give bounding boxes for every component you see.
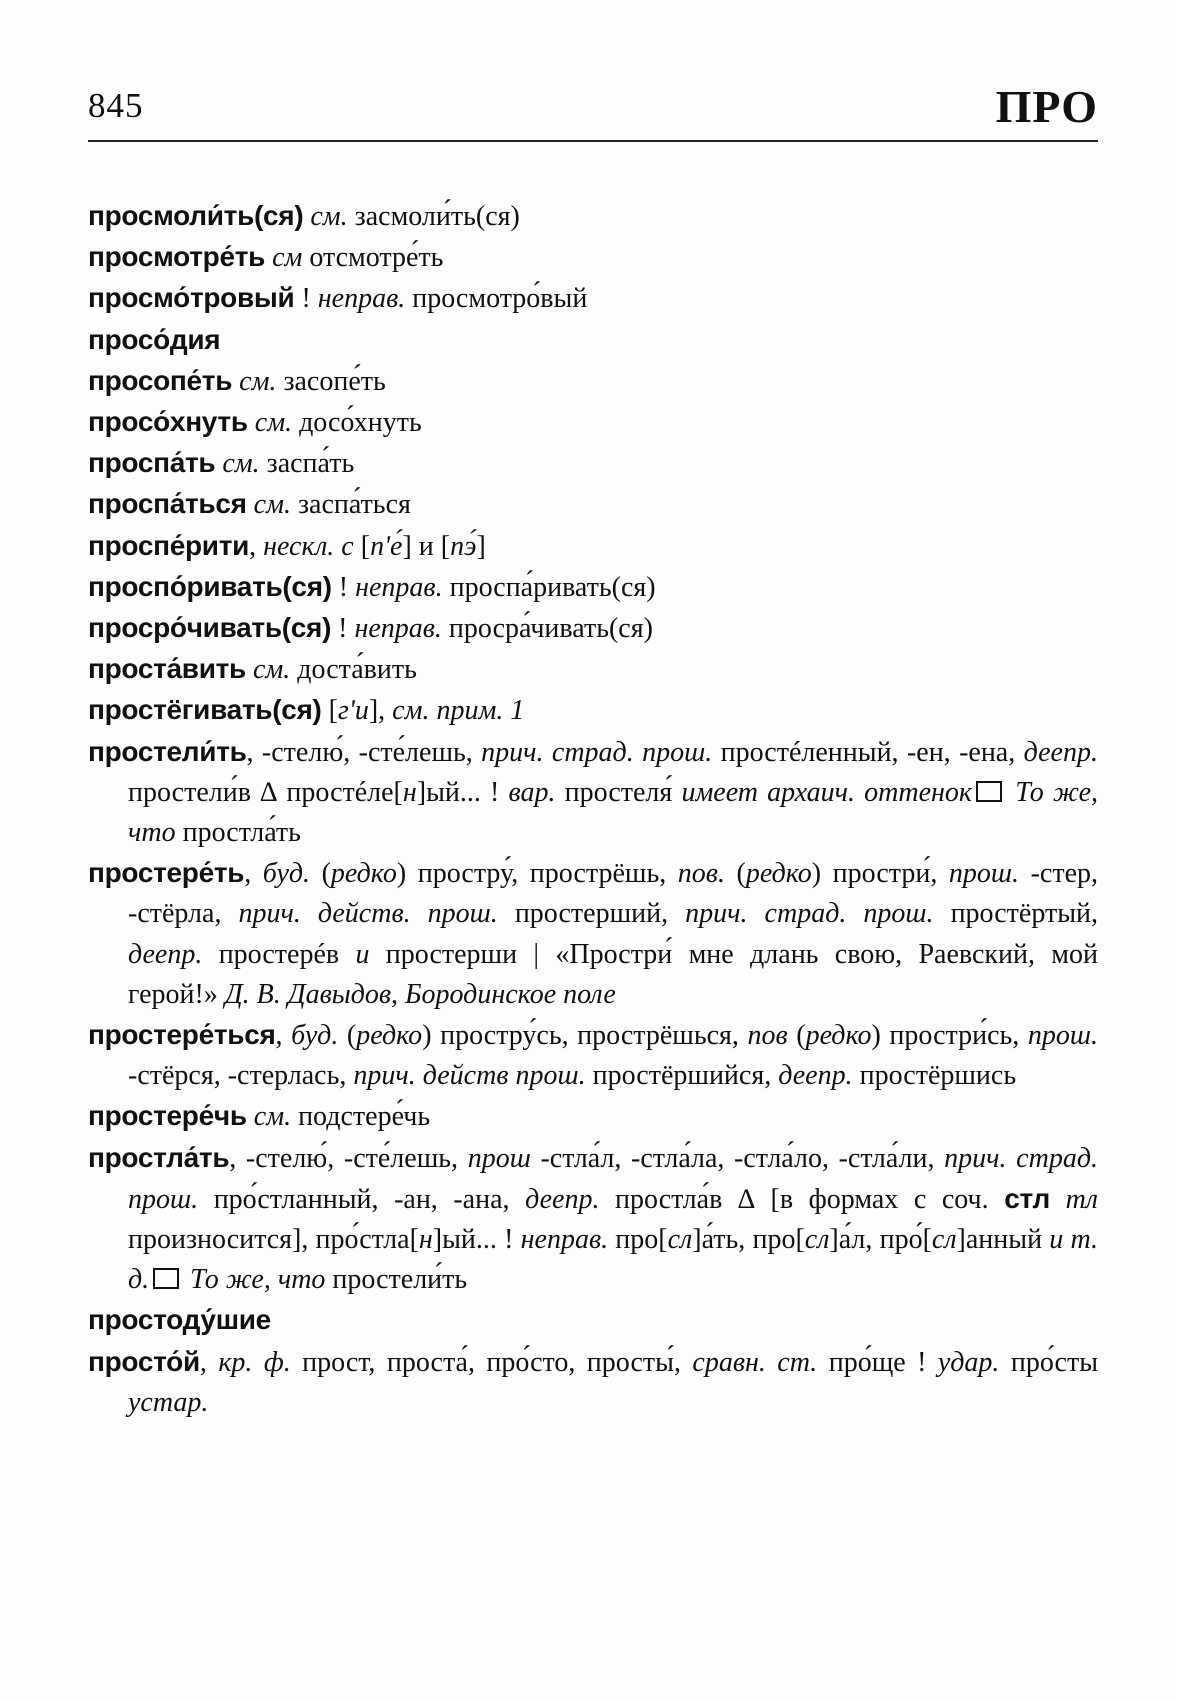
entry-text: ! [294,283,318,315]
entry-text: -стер, -стёрла, [128,858,1099,930]
grammar-label: н [418,1224,433,1256]
grammar-label: и [355,938,370,970]
entry-text: про́стланный, -ан, -ана, [198,1183,526,1215]
entry-text: -стла́л, -стла́ла, -стла́ло, -стла́ли, [530,1142,945,1174]
grammar-label: имеет архаич. оттенок [681,776,973,808]
dictionary-entry [88,690,1098,731]
entry-text: просмотро́вый [405,283,588,315]
entry-text: просра́чивать(ся) [441,613,653,645]
dictionary-entry [88,1342,1098,1423]
entry-text: проспа́ривать(ся) [442,571,656,603]
grammar-label: прич. действ прош. [353,1060,586,1092]
grammar-label: деепр. [1023,736,1098,768]
grammar-label: прич. страд. прош. [481,736,713,768]
headword: просмо́тровый [88,282,295,314]
dictionary-entry [88,1015,1098,1096]
headword: простёгивать(ся) [88,694,322,726]
grammar-label: неправ. [355,571,443,603]
entry-text: ) простри́, [811,858,949,890]
grammar-label: см [272,242,303,274]
headword: простоду́шие [88,1304,271,1336]
grammar-label: кр. ф. [218,1346,291,1378]
entry-text: ( [787,1020,806,1052]
entry-text: простёртый, [933,898,1098,930]
entry-text: , [244,858,263,890]
entry-text: произносится], про́стла[ [128,1224,419,1256]
grammar-label: прич. действ. прош. [238,898,498,930]
headword: простере́ть [88,857,245,889]
entry-text: ) простри́сь, [871,1020,1028,1052]
grammar-label: прич. страд. прош. [685,898,934,930]
headword: просто́й [88,1345,200,1377]
grammar-label: прош [467,1142,531,1174]
grammar-label: прош. [1027,1020,1099,1052]
entry-text: ! [331,571,356,603]
grammar-label: н [402,776,417,808]
dictionary-entry [88,649,1098,690]
entry-text: про́сты [999,1346,1099,1378]
headword: простере́ться [88,1019,276,1051]
page-number: 845 [88,86,144,125]
grammar-label: сл [804,1224,830,1256]
entry-text: отсмотре́ть [302,242,444,274]
entry-text: простла́ть [175,817,301,849]
dictionary-entry [88,732,1098,854]
entry-text: , [199,1346,219,1378]
headword: простере́чь [88,1100,247,1132]
grammar-label: и т. д. [128,1224,1098,1296]
entry-text: заспа́ться [290,489,411,521]
headword: просмотре́ть [88,241,266,273]
entry-text: ] и [ [402,530,451,562]
dictionary-entry [88,608,1098,649]
entry-text: ]анный [956,1224,1050,1256]
entry-text: , -стелю́, -сте́лешь, [229,1142,468,1174]
headword: просо́дия [88,323,221,355]
grammar-label: см. [253,489,291,521]
entry-text: простерéв [202,938,356,970]
grammar-label: см. [310,201,348,232]
grammar-label: То же, что [190,1264,326,1296]
entry-text: ]а́ть, про[ [692,1224,805,1256]
grammar-label: буд. [262,858,311,890]
entry-text: простерший, [497,898,686,930]
grammar-label: см. [253,1101,292,1133]
dictionary-entries [88,196,1098,1423]
grammar-label: сл [667,1224,693,1256]
entry-text: подстере́чь [291,1101,431,1133]
grammar-label: удар. [937,1346,1000,1378]
dictionary-entry [88,196,1098,237]
entry-text [1050,1184,1066,1215]
grammar-label: сл [931,1224,957,1256]
dictionary-entry [88,526,1098,567]
dictionary-entry [88,853,1098,1015]
grammar-label: неправ. [520,1224,609,1256]
entry-text: ) простру́сь, прострёшься, [422,1020,748,1052]
grammar-label: пов [747,1020,788,1052]
grammar-label: нескл. с [263,530,354,562]
grammar-label: деепр. [778,1060,853,1092]
headword: простла́ть [88,1141,230,1173]
dictionary-entry [88,567,1098,608]
grammar-label: деепр. [128,938,203,970]
headword: проспе́рити [88,529,250,561]
headword: просо́хнуть [88,406,248,438]
entry-text: ]ый... ! [416,776,509,808]
dictionary-entry [88,1138,1098,1301]
entry-text: про́ще ! [817,1346,938,1378]
entry-text: [ [353,530,371,562]
entry-text: заспа́ть [259,448,355,480]
grammar-label: пэ́ [450,530,477,562]
square-symbol-icon [976,781,1002,802]
headword: проста́вить [88,653,246,685]
grammar-label: устар. [128,1386,209,1418]
dictionary-entry [88,402,1098,443]
entry-text: [ [321,695,338,727]
entry-text: простели́ть [325,1264,468,1296]
grammar-label: см. [239,365,277,397]
grammar-label: пʹе́ [370,530,403,562]
dictionary-entry [88,443,1098,484]
grammar-label: буд. [291,1020,339,1052]
entry-text: ]ый... ! [432,1224,521,1256]
entry-text [247,1101,254,1132]
dictionary-entry [88,1096,1098,1137]
grammar-label: тл [1065,1183,1099,1215]
entry-text: ( [724,858,746,890]
grammar-label: редко [805,1020,872,1052]
grammar-label: То же, что [128,776,1099,849]
entry-text [248,407,255,438]
entry-text: -стёрся, -стерлась, [128,1060,354,1092]
entry-text: простели́в ∆ простéле[ [128,776,403,808]
grammar-label: неправ. [317,283,406,315]
headword: проспо́ривать(ся) [88,570,332,602]
entry-text: ], [368,695,393,727]
dictionary-entry [88,237,1098,278]
entry-text [247,489,254,520]
grammar-label: см. [254,407,293,439]
grammar-label: см. [252,654,291,686]
entry-text: ( [310,858,331,890]
entry-text: засопе́ть [276,365,386,397]
grammar-label: прич. страд. прош. [128,1142,1098,1215]
entry-text: простéленный, -ен, -ена, [712,736,1024,768]
entry-text: ( [338,1020,357,1052]
grammar-label: см. [222,448,260,480]
entry-text: прост, проста́, про́сто, просты́, [290,1346,693,1378]
entry-text: простёршись [852,1060,1017,1092]
entry-text: простеля́ [555,776,682,808]
headword: проспа́ться [88,488,247,520]
entry-text: досо́хнуть [292,407,422,439]
grammar-label: сравн. ст. [692,1346,818,1378]
grammar-label: см. прим. 1 [392,695,525,727]
entry-text [246,654,253,685]
dictionary-entry [88,484,1098,525]
entry-text: ]а́л, про́[ [829,1224,932,1256]
headword: просмоли́ть(ся) [88,200,304,231]
running-head: ПРО [995,81,1098,132]
square-symbol-icon [153,1268,179,1289]
entry-text: , [275,1020,292,1052]
grammar-label: неправ. [354,613,442,645]
grammar-label: Д. В. Давыдов, Бородинское поле [224,978,616,1010]
header-rule [88,140,1098,142]
entry-text: простла́в ∆ [в формах с соч. [599,1183,1005,1215]
headword: проспа́ть [88,447,216,479]
headword: просопе́ть [88,364,233,396]
entry-text: ! [331,613,355,645]
headword: простели́ть [88,735,247,767]
dictionary-entry [88,361,1098,402]
entry-text: , [249,530,264,562]
headword: просро́чивать(ся) [88,612,332,644]
page-header [88,80,1098,140]
entry-text: доста́вить [290,654,417,686]
dictionary-entry [88,278,1098,319]
grammar-label: редко [330,858,397,890]
dictionary-entry [88,1300,1098,1341]
grammar-label: гʹи [337,695,369,727]
entry-text: засмоли́ть(ся) [347,201,520,232]
grammar-label: прош. [948,858,1020,890]
entry-text: простерши | «Простри́ мне длань свою, Раевский, мой герой!» [128,938,1098,1010]
entry-text: ] [476,530,486,562]
dictionary-entry [88,320,1098,361]
grammar-label: деепр. [525,1183,600,1215]
entry-text: про[ [608,1224,668,1256]
entry-text: ) простру́, прострёшь, [396,858,678,890]
grammar-label: редко [356,1020,423,1052]
grammar-label: редко [745,858,812,890]
grammar-label: пов. [677,858,725,890]
entry-text: простёршийся, [585,1060,779,1092]
entry-text: стл [1004,1182,1051,1214]
entry-text: , -стелю́, -сте́лешь, [246,736,482,768]
grammar-label: вар. [508,776,556,808]
